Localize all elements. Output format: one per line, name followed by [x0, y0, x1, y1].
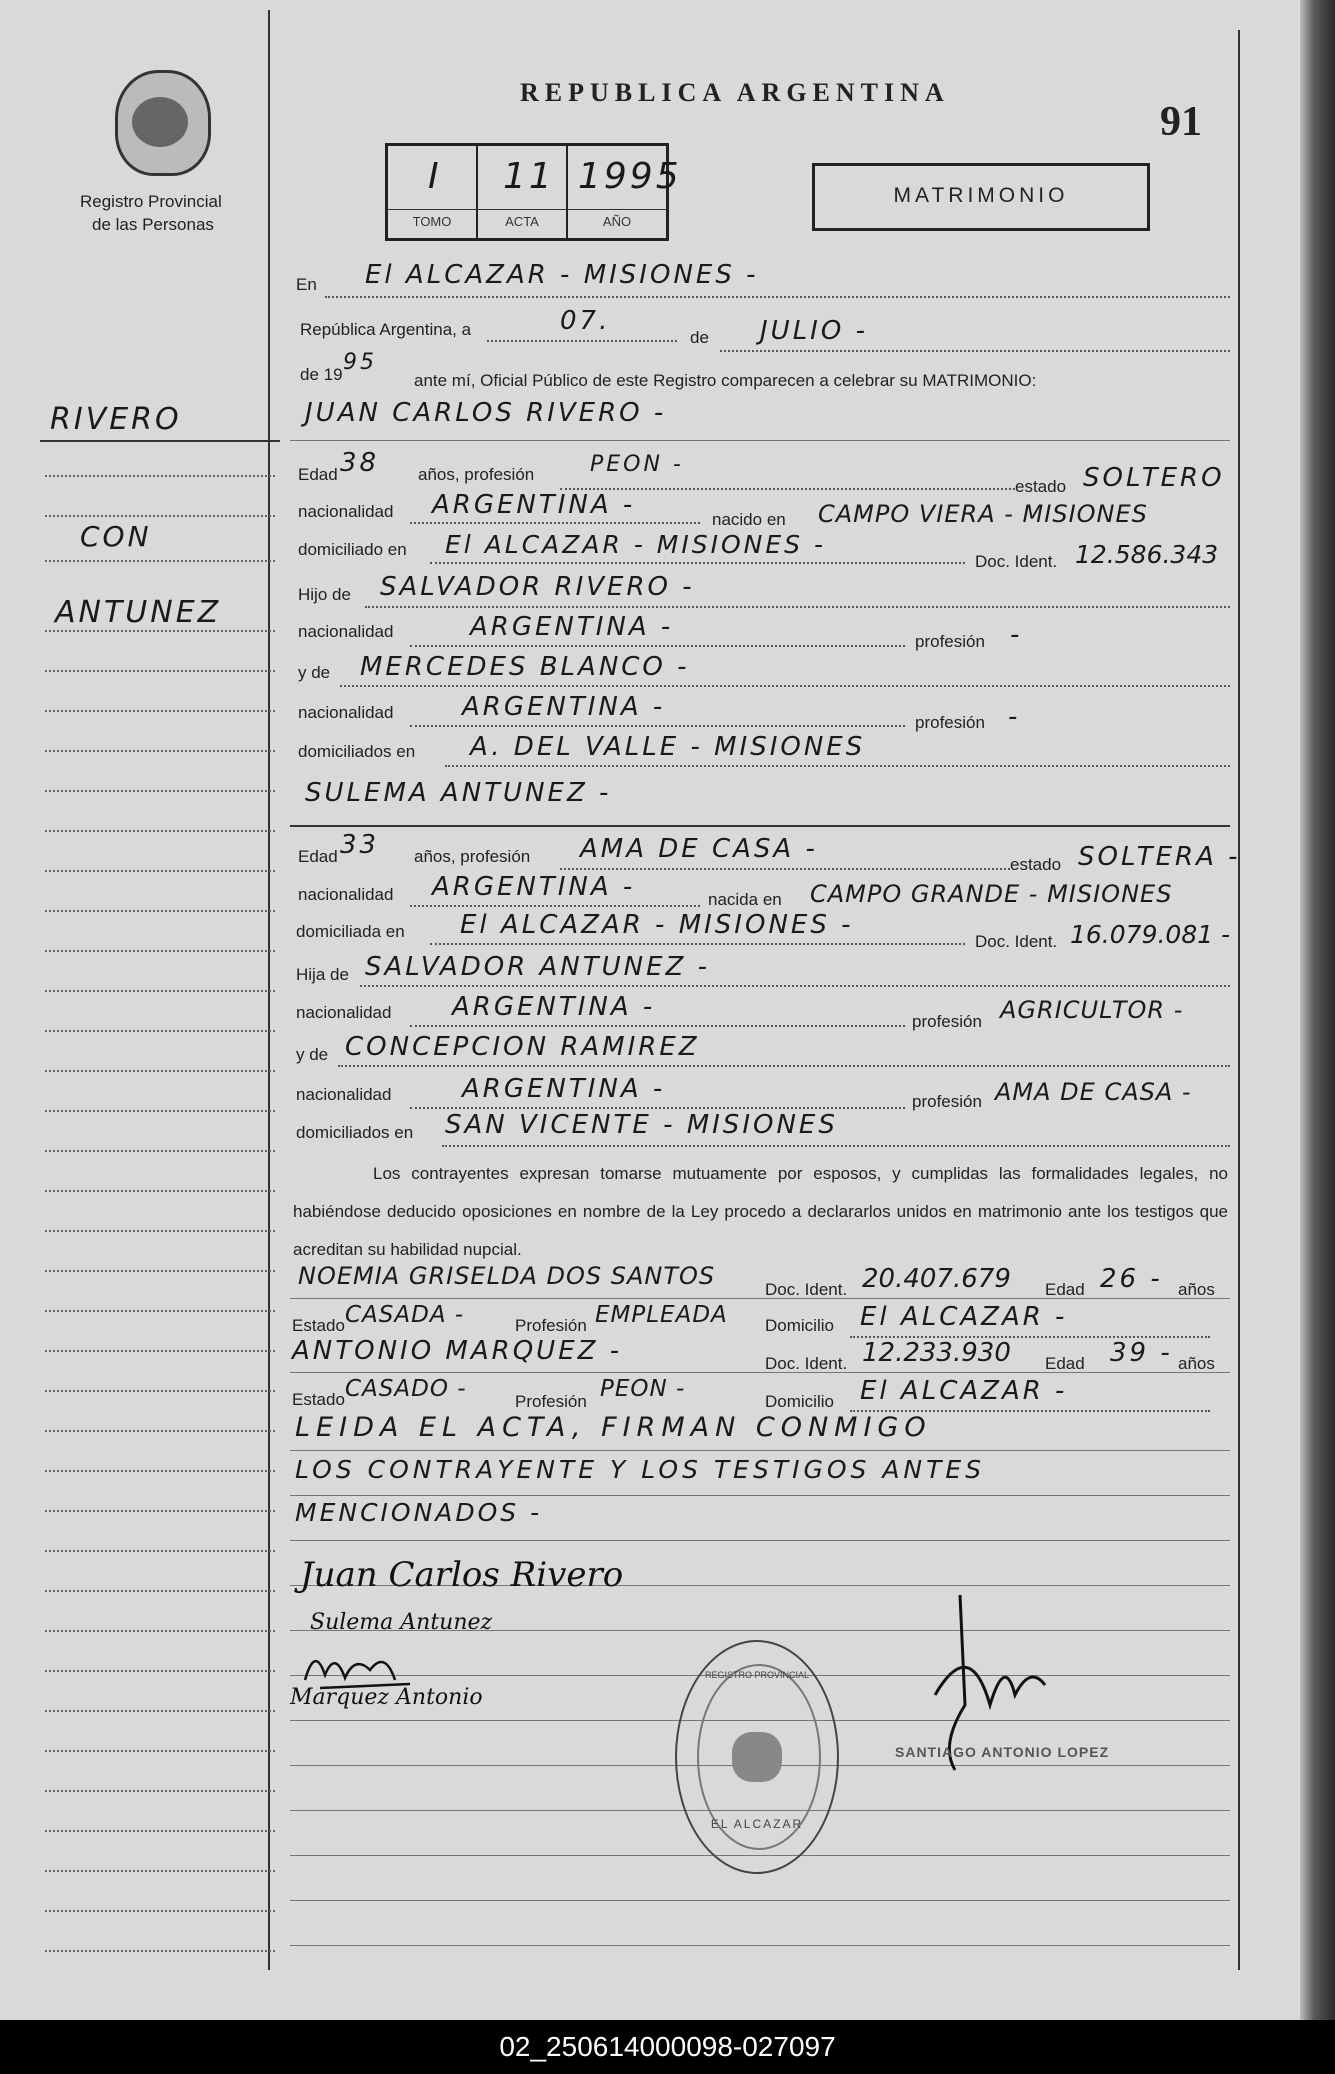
bride-madre-nac-label: nacionalidad: [296, 1085, 392, 1104]
book-binding: [1300, 0, 1335, 2020]
seal-text-bottom: EL ALCAZAR: [710, 1817, 804, 1831]
year-prefix: de 19: [300, 365, 343, 384]
bride-domiciliada-label: domiciliada en: [296, 922, 405, 941]
margin-dotline: [45, 1310, 275, 1312]
republica-label: República Argentina, a: [300, 320, 472, 339]
witness2-estado-label: Estado: [292, 1390, 345, 1409]
bride-padre-nac: ARGENTINA -: [452, 992, 656, 1022]
margin-dotline: [45, 1630, 275, 1632]
ano-label: AÑO: [602, 214, 632, 229]
bride-nacida-label: nacida en: [708, 890, 782, 909]
bride-nacionalidad-label: nacionalidad: [298, 885, 394, 904]
witness1-domicilio: El ALCAZAR -: [860, 1302, 1068, 1332]
bride-anos-profesion-label: años, profesión: [414, 847, 531, 866]
groom-nac-line: [410, 522, 700, 524]
bride-madre-line: [338, 1065, 1230, 1067]
groom-madre-prof: -: [1008, 702, 1021, 732]
groom-madre-line: [340, 685, 1230, 687]
margin-dotline: [45, 1550, 275, 1552]
witness2-estado: CASADO -: [345, 1376, 467, 1402]
month-line: [720, 350, 1230, 352]
groom-nacionalidad: ARGENTINA -: [432, 490, 636, 520]
margin-name-1: RIVERO: [50, 402, 182, 437]
margin-dotline: [45, 950, 275, 952]
margin-dotline: [45, 1470, 275, 1472]
witness1-estado: CASADA -: [345, 1302, 465, 1328]
closing-line3: MENCIONADOS -: [295, 1498, 543, 1527]
groom-padre-nac: ARGENTINA -: [470, 612, 674, 642]
footer-id: 02_250614000098-027097: [0, 2020, 1335, 2074]
margin-dotline: [45, 1110, 275, 1112]
witness2-doc: 12.233.930: [862, 1338, 1011, 1368]
logo-inner-shape: [132, 97, 188, 147]
margin-dotline: [45, 1910, 275, 1912]
witness1-doc-label: Doc. Ident.: [765, 1280, 848, 1299]
day-line: [487, 340, 677, 342]
margin-dotline: [45, 1070, 275, 1072]
margin-dotline: [45, 750, 275, 752]
groom-padre-nac-line: [410, 645, 905, 647]
bride-profesion: AMA DE CASA -: [580, 834, 818, 864]
ano-value: 1995: [578, 156, 682, 197]
seal-emblem: [732, 1732, 782, 1782]
witness1-rule: [290, 1298, 1230, 1299]
witness2-domicilio: El ALCAZAR -: [860, 1376, 1068, 1406]
page-number: 91: [1160, 99, 1202, 145]
witness1-profesion: EMPLEADA: [595, 1302, 728, 1328]
witness2-profesion: PEON -: [600, 1376, 686, 1402]
bride-madre-nac: ARGENTINA -: [462, 1074, 666, 1104]
margin-dotline: [45, 1030, 275, 1032]
bride-estado: SOLTERA -: [1078, 842, 1241, 872]
margin-dotline: [45, 1870, 275, 1872]
acta-value: 11: [503, 156, 555, 197]
closing-line2: LOS CONTRAYENTE Y LOS TESTIGOS ANTES: [295, 1455, 986, 1484]
margin-dotline: [45, 1790, 275, 1792]
groom-domiciliado-label: domiciliado en: [298, 540, 407, 559]
closing-line1: LEIDA EL ACTA, FIRMAN CONMIGO: [295, 1412, 932, 1443]
bride-padre-line: [360, 985, 1230, 987]
margin-dotline: [45, 870, 275, 872]
witness1-doc: 20.407.679: [862, 1264, 1011, 1294]
groom-padres-dom: A. DEL VALLE - MISIONES: [470, 732, 866, 762]
signature-bride: Sulema Antunez: [310, 1610, 493, 1635]
margin-dotline: [45, 1350, 275, 1352]
bride-padre: SALVADOR ANTUNEZ -: [365, 952, 710, 982]
bride-madre: CONCEPCION RAMIREZ: [345, 1032, 700, 1062]
closing-rule-3: [290, 1540, 1230, 1541]
groom-edad: 38: [340, 448, 380, 478]
groom-name: JUAN CARLOS RIVERO -: [305, 398, 667, 428]
groom-dom-line: [430, 562, 965, 564]
margin-dotline: [45, 515, 275, 517]
groom-hijo-label: Hijo de: [298, 585, 351, 604]
groom-edad-label: Edad: [298, 465, 338, 484]
witness2-name: ANTONIO MARQUEZ -: [292, 1336, 623, 1366]
intro-day: 07.: [560, 306, 611, 336]
bride-nacida: CAMPO GRANDE - MISIONES: [810, 880, 1173, 908]
witness1-domicilio-label: Domicilio: [765, 1316, 834, 1335]
bride-padre-nac-line: [410, 1025, 905, 1027]
groom-padre-prof-label: profesión: [915, 632, 985, 651]
groom-madre-prof-label: profesión: [915, 713, 985, 732]
witness2-edad-label: Edad: [1045, 1354, 1085, 1373]
margin-dotline: [45, 475, 275, 477]
margin-dotline: [45, 990, 275, 992]
groom-padres-dom-line: [445, 765, 1230, 767]
bride-hija-label: Hija de: [296, 965, 349, 984]
margin-dotline: [45, 790, 275, 792]
bride-padre-prof-label: profesión: [912, 1012, 982, 1031]
groom-nacionalidad-label: nacionalidad: [298, 502, 394, 521]
right-frame-line: [1238, 30, 1240, 1970]
record-number-box: [385, 143, 682, 241]
bride-doc-label: Doc. Ident.: [975, 932, 1058, 951]
margin-dotline: [45, 560, 275, 562]
seal-text-top: REGISTRO PROVINCIAL: [704, 1670, 810, 1680]
intro-place: El ALCAZAR - MISIONES -: [365, 260, 759, 290]
groom-estado-label: estado: [1015, 477, 1067, 496]
tomo-value: I: [428, 156, 442, 197]
witness2-profesion-label: Profesión: [515, 1392, 587, 1411]
witness1-name: NOEMIA GRISELDA DOS SANTOS: [298, 1262, 716, 1290]
place-line: [325, 296, 1230, 298]
witness2-rule: [290, 1372, 1230, 1373]
acta-label: ACTA: [505, 214, 539, 229]
record-type-box: [812, 163, 1150, 231]
bride-padre-prof: AGRICULTOR -: [1000, 996, 1184, 1024]
groom-padre: SALVADOR RIVERO -: [380, 572, 695, 602]
margin-dotline: [45, 1230, 275, 1232]
intro-month: JULIO -: [760, 316, 868, 346]
bride-name-rule: [290, 825, 1230, 827]
margin-dotline: [45, 1510, 275, 1512]
groom-name-rule: [290, 440, 1230, 441]
bride-doc: 16.079.081 -: [1070, 920, 1231, 949]
declaration-paragraph: Los contrayentes expresan tomarse mutuamente por esposos, y cumplidas las formalidades legales, no habiéndose deducido oposiciones en nombre de la Ley procedo a declararlos unidos en matrimonio ante los testigos que acreditan su habilidad nupcial.: [293, 1164, 1228, 1259]
witness2-domicilio-label: Domicilio: [765, 1392, 834, 1411]
bride-edad-label: Edad: [298, 847, 338, 866]
bride-profesion-line: [560, 868, 1010, 870]
margin-dotline: [45, 1430, 275, 1432]
bride-yde-label: y de: [296, 1045, 329, 1064]
closing-rule-1: [290, 1450, 1230, 1451]
margin-dotline: [45, 1150, 275, 1152]
groom-padres-dom-label: domiciliados en: [298, 742, 416, 761]
witness1-estado-label: Estado: [292, 1316, 345, 1335]
groom-madre-nac-line: [410, 725, 905, 727]
margin-dotline: [45, 1830, 275, 1832]
margin-dotline: [45, 1190, 275, 1192]
witness2-anos-label: años: [1178, 1354, 1215, 1373]
witness1-anos-label: años: [1178, 1280, 1215, 1299]
bride-estado-label: estado: [1010, 855, 1062, 874]
bride-padres-dom-line: [442, 1145, 1230, 1147]
groom-domicilio: El ALCAZAR - MISIONES -: [445, 530, 826, 559]
intro-year: 95: [343, 350, 377, 375]
margin-rule-1: [40, 440, 280, 442]
closing-rule-2: [290, 1495, 1230, 1496]
bride-edad: 33: [340, 830, 380, 860]
groom-anos-profesion-label: años, profesión: [418, 465, 535, 484]
bride-nacionalidad: ARGENTINA -: [432, 872, 636, 902]
margin-dotline: [45, 630, 275, 632]
groom-padre-nac-label: nacionalidad: [298, 622, 394, 641]
sig-rule: [290, 1900, 1230, 1901]
bride-dom-line: [430, 943, 965, 945]
margin-dotline: [45, 1670, 275, 1672]
groom-nacido: CAMPO VIERA - MISIONES: [818, 500, 1148, 528]
signature-witness2: Marquez Antonio: [290, 1685, 483, 1710]
country-title: REPUBLICA ARGENTINA: [520, 78, 950, 107]
witness2-doc-label: Doc. Ident.: [765, 1354, 848, 1373]
bride-madre-nac-line: [410, 1107, 905, 1109]
bride-nac-line: [410, 905, 700, 907]
margin-dotline: [45, 1710, 275, 1712]
bride-domicilio: El ALCAZAR - MISIONES -: [460, 910, 854, 940]
signature-groom: Juan Carlos Rivero: [300, 1555, 624, 1595]
witness1-edad: 26 -: [1100, 1264, 1163, 1294]
comparecen-text: ante mí, Oficial Público de este Registro comparecen a celebrar su MATRIMONIO:: [414, 371, 1037, 390]
margin-name-2: CON: [80, 520, 152, 553]
registry-line2: de las Personas: [92, 215, 214, 234]
groom-madre: MERCEDES BLANCO -: [360, 652, 690, 682]
groom-padre-line: [365, 606, 1230, 608]
bride-name: SULEMA ANTUNEZ -: [305, 778, 612, 808]
bride-madre-prof: AMA DE CASA -: [995, 1078, 1192, 1106]
margin-dotline: [45, 1750, 275, 1752]
groom-madre-nac: ARGENTINA -: [462, 692, 666, 722]
caption-divider: [388, 209, 666, 210]
margin-dotline: [45, 1590, 275, 1592]
de-label: de: [690, 328, 709, 347]
witness2-edad: 39 -: [1110, 1338, 1173, 1368]
record-type-label: MATRIMONIO: [893, 184, 1069, 207]
groom-yde-label: y de: [298, 663, 331, 682]
groom-estado: SOLTERO: [1083, 463, 1225, 493]
witness1-profesion-label: Profesión: [515, 1316, 587, 1335]
groom-madre-nac-label: nacionalidad: [298, 703, 394, 722]
margin-dotline: [45, 670, 275, 672]
witness1-edad-label: Edad: [1045, 1280, 1085, 1299]
groom-profesion: PEON -: [590, 452, 684, 477]
provincial-logo: [115, 70, 211, 176]
bride-padre-nac-label: nacionalidad: [296, 1003, 392, 1022]
margin-dotline: [45, 910, 275, 912]
bride-madre-prof-label: profesión: [912, 1092, 982, 1111]
official-seal: [675, 1640, 839, 1874]
margin-dotline: [45, 1950, 275, 1952]
groom-padre-prof: -: [1010, 620, 1023, 650]
margin-dotline: [45, 710, 275, 712]
groom-nacido-label: nacido en: [712, 510, 786, 529]
sig-rule: [290, 1945, 1230, 1946]
groom-doc: 12.586.343: [1075, 540, 1219, 569]
bride-padres-dom: SAN VICENTE - MISIONES: [445, 1110, 838, 1140]
bride-padres-dom-label: domiciliados en: [296, 1123, 414, 1142]
margin-name-3: ANTUNEZ: [55, 595, 222, 630]
official-stamp-name: SANTIAGO ANTONIO LOPEZ: [895, 1744, 1110, 1760]
groom-doc-label: Doc. Ident.: [975, 552, 1058, 571]
margin-dotline: [45, 830, 275, 832]
margin-dotline: [45, 1390, 275, 1392]
registry-line1: Registro Provincial: [80, 192, 222, 211]
en-label: En: [296, 275, 317, 294]
tomo-label: TOMO: [412, 214, 452, 229]
margin-dotline: [45, 1270, 275, 1272]
